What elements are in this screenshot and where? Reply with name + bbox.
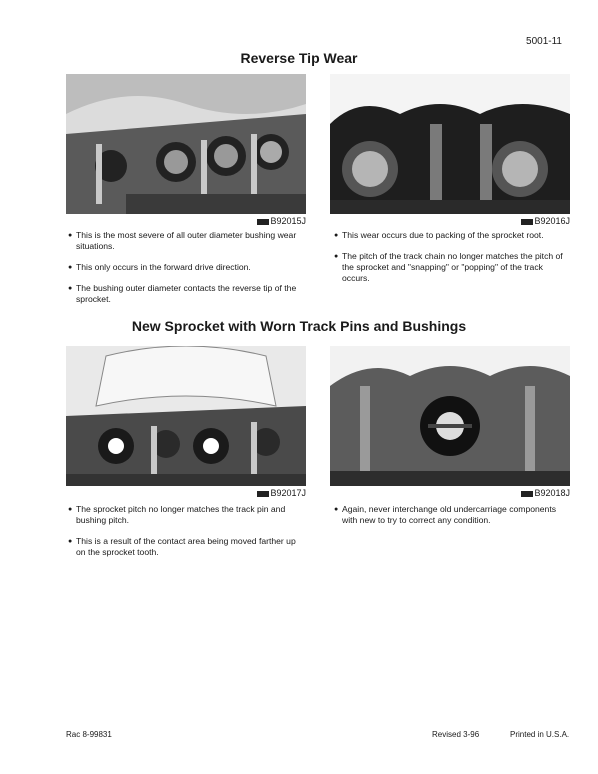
bullet-list-b92017j	[68, 504, 300, 568]
section-title-new-sprocket: New Sprocket with Worn Track Pins and Bushings	[131, 318, 467, 334]
list-item: ● The bushing outer diameter contacts the reverse tip of the sprocket.	[68, 283, 300, 305]
footer-printed: Printed in U.S.A.	[510, 730, 570, 739]
footer-part-number: Rac 8-99831	[66, 730, 112, 739]
list-item: ● The sprocket pitch no longer matches the track pin and bushing pitch.	[68, 504, 300, 526]
photo-sprocket-reverse-tip	[66, 74, 306, 214]
photo-new-sprocket-worn-pins	[66, 346, 306, 486]
figure-code: B92017J	[66, 488, 306, 498]
bullet-list-b92015j	[68, 230, 300, 315]
list-item: ● This wear occurs due to packing of the sprocket root.	[334, 230, 566, 241]
list-item: ● This only occurs in the forward drive direction.	[68, 262, 300, 273]
list-item: ● The pitch of the track chain no longer matches the pitch of the sprocket and "snapping" or "popping" of the track occurs.	[334, 251, 566, 284]
page-number: 5001-11	[526, 36, 562, 47]
list-item: ● This is a result of the contact area being moved farther up on the sprocket tooth.	[68, 536, 300, 558]
list-item: ● Again, never interchange old undercarriage components with new to try to correct any condition.	[334, 504, 566, 526]
bullet-list-b92016j	[334, 230, 566, 294]
figure-code: B92018J	[330, 488, 570, 498]
photo-interchange-components	[330, 346, 570, 486]
figure-code: B92016J	[330, 216, 570, 226]
figure-b92017j	[66, 346, 306, 498]
section-title-reverse-tip-wear: Reverse Tip Wear	[240, 50, 358, 66]
figure-code: B92015J	[66, 216, 306, 226]
bullet-list-b92018j	[334, 504, 566, 536]
figure-b92016j	[330, 74, 570, 226]
footer-revised: Revised 3-96	[432, 730, 480, 739]
photo-sprocket-root-packing	[330, 74, 570, 214]
figure-b92015j	[66, 74, 306, 226]
list-item: ● This is the most severe of all outer diameter bushing wear situations.	[68, 230, 300, 252]
figure-b92018j	[330, 346, 570, 498]
